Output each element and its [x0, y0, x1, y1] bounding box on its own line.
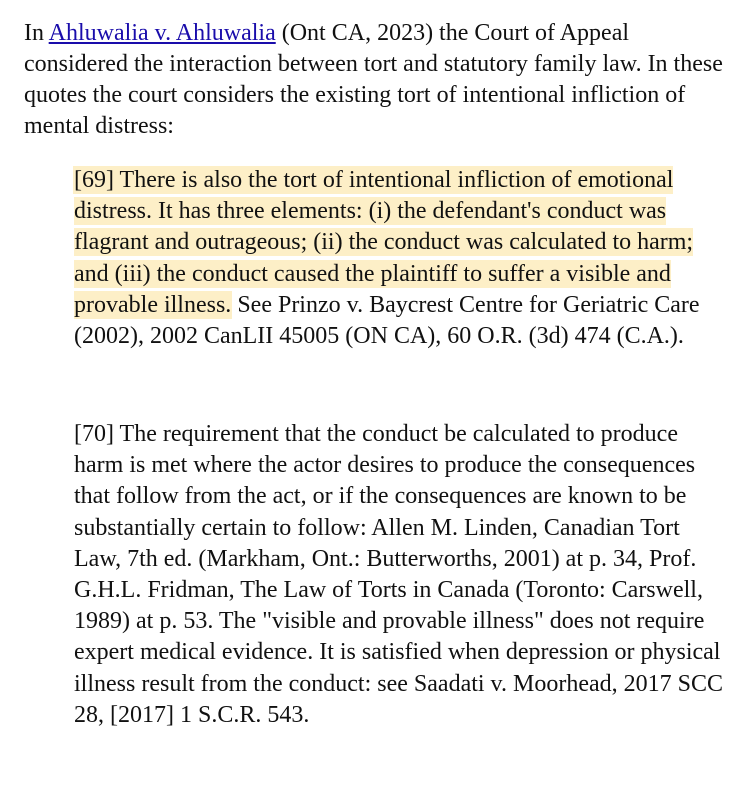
intro-paragraph	[24, 18, 736, 142]
highlighted-passage: [69] There is also the tort of intentional infliction of emotional distress. It has three elements: (i) the defendant's conduct was flagrant and outrageous; (ii) the conduct was calculated to harm; and (iii) the conduct caused the plaintiff to suffer a visible and provable illness.	[74, 167, 694, 318]
quote-paragraph-70: [70] The requirement that the conduct be calculated to produce harm is met where the actor desires to produce the consequences that follow from the act, or if the consequences are known to be substantially certain to follow: Allen M. Linden, Canadian Tort Law, 7th ed. (Markham, Ont.: Butterworths, 2001) at p. 34, Prof. G.H.L. Fridman, The Law of Torts in Canada (Toronto: Carswell, 1989) at p. 53. The "visible and provable illness" does not require expert medical evidence. It is satisfied when depression or physical illness result from the conduct: see Saadati v. Moorhead, 2017 SCC 28, [2017] 1 S.C.R. 543.	[74, 421, 723, 728]
intro-prefix: In	[24, 20, 49, 46]
intro-suffix: (Ont CA, 2023) the Court of Appeal considered the interaction between tort and statutory family law. In these quotes the court considers the existing tort of intentional infliction of mental distress:	[24, 20, 723, 139]
citation-text: See Prinzo v. Baycrest Centre for Geriatric Care (2002), 2002 CanLII 45005 (ON CA), 60 O.R. (3d) 474 (C.A.).	[74, 291, 700, 350]
case-link[interactable]: Ahluwalia v. Ahluwalia	[48, 20, 276, 46]
quote-paragraph-69	[74, 165, 724, 352]
